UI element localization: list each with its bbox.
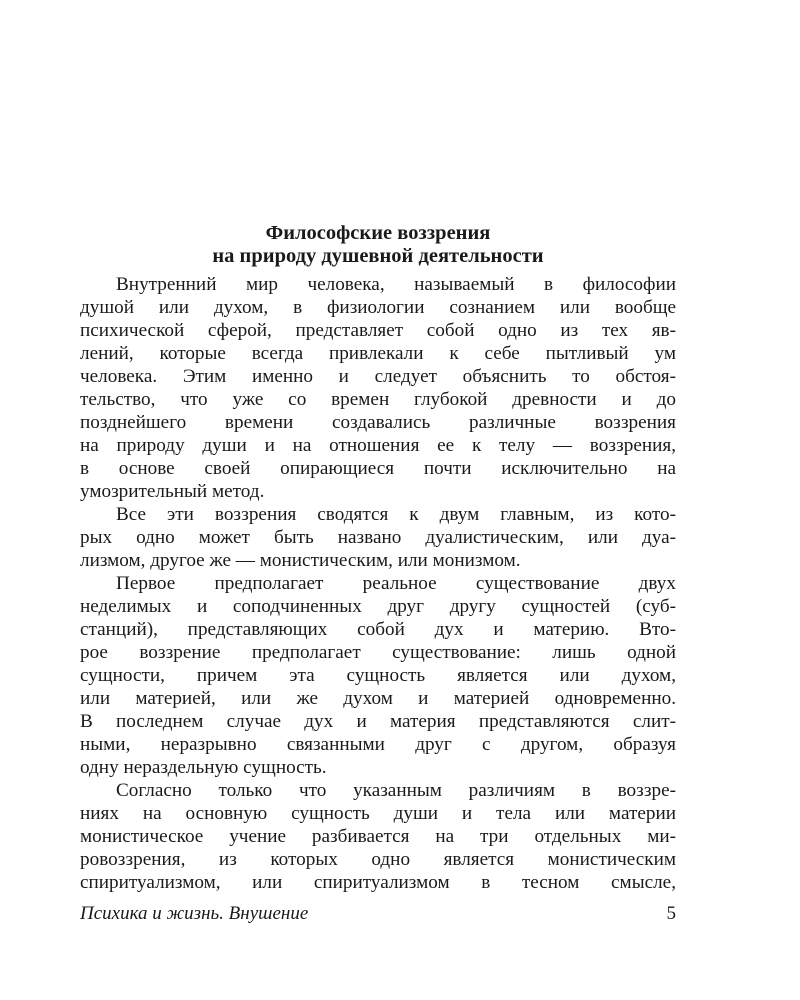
paragraph-line: ниях на основную сущность души и тела или материи (80, 803, 676, 824)
paragraph-line: ными, неразрывно связанными друг с другом, образуя (80, 734, 676, 755)
section-title (80, 222, 676, 268)
paragraph-line: психической сферой, представляет собой одно из тех яв- (80, 320, 676, 341)
paragraph-line: Согласно только что указанным различиям в воззре- (116, 780, 676, 801)
paragraph-line: неделимых и соподчиненных друг другу сущностей (суб- (80, 596, 676, 617)
paragraph-line: в основе своей опирающиеся почти исключительно на (80, 458, 676, 479)
paragraph-line: спиритуализмом, или спиритуализмом в тесном смысле, (80, 872, 676, 893)
paragraph-line: ровоззрения, из которых одно является монистическим (80, 849, 676, 870)
page-content (80, 222, 676, 894)
paragraph-line: монистическое учение разбивается на три отдельных ми- (80, 826, 676, 847)
paragraph-line: Первое предполагает реальное существование двух (116, 573, 676, 594)
paragraph-line: В последнем случае дух и материя представляются слит- (80, 711, 676, 732)
paragraph-line: лизмом, другое же — монистическим, или монизмом. (80, 550, 521, 571)
paragraph-line: сущности, причем эта сущность является или духом, (80, 665, 676, 686)
paragraph-line: Все эти воззрения сводятся к двум главным, из кото- (116, 504, 676, 525)
page-footer (80, 902, 676, 926)
paragraph-line: рое воззрение предполагает существование: лишь одной (80, 642, 676, 663)
paragraph-line: тельство, что уже со времен глубокой древности и до (80, 389, 676, 410)
running-head: Психика и жизнь. Внушение (80, 903, 309, 924)
paragraph-line: на природу души и на отношения ее к телу — воззрения, (80, 435, 676, 456)
paragraph-line: или материей, или же духом и материей одновременно. (80, 688, 676, 709)
paragraph-line: рых одно может быть названо дуалистическим, или дуа- (80, 527, 676, 548)
paragraph-line: человека. Этим именно и следует объяснить то обстоя- (80, 366, 676, 387)
paragraph-line: душой или духом, в физиологии сознанием или вообще (80, 297, 676, 318)
paragraph-line: Внутренний мир человека, называемый в философии (116, 274, 676, 295)
paragraph-line: станций), представляющих собой дух и материю. Вто- (80, 619, 676, 640)
page-number: 5 (666, 903, 676, 924)
paragraph-line: позднейшего времени создавались различные воззрения (80, 412, 676, 433)
paragraph-line: умозрительный метод. (80, 481, 265, 502)
body-text (80, 273, 676, 894)
section-title-line-1: Философские воззрения (265, 222, 491, 244)
paragraph-line: одну нераздельную сущность. (80, 757, 327, 778)
section-title-line-2: на природу душевной деятельности (212, 245, 544, 267)
paragraph-line: лений, которые всегда привлекали к себе пытливый ум (80, 343, 676, 364)
